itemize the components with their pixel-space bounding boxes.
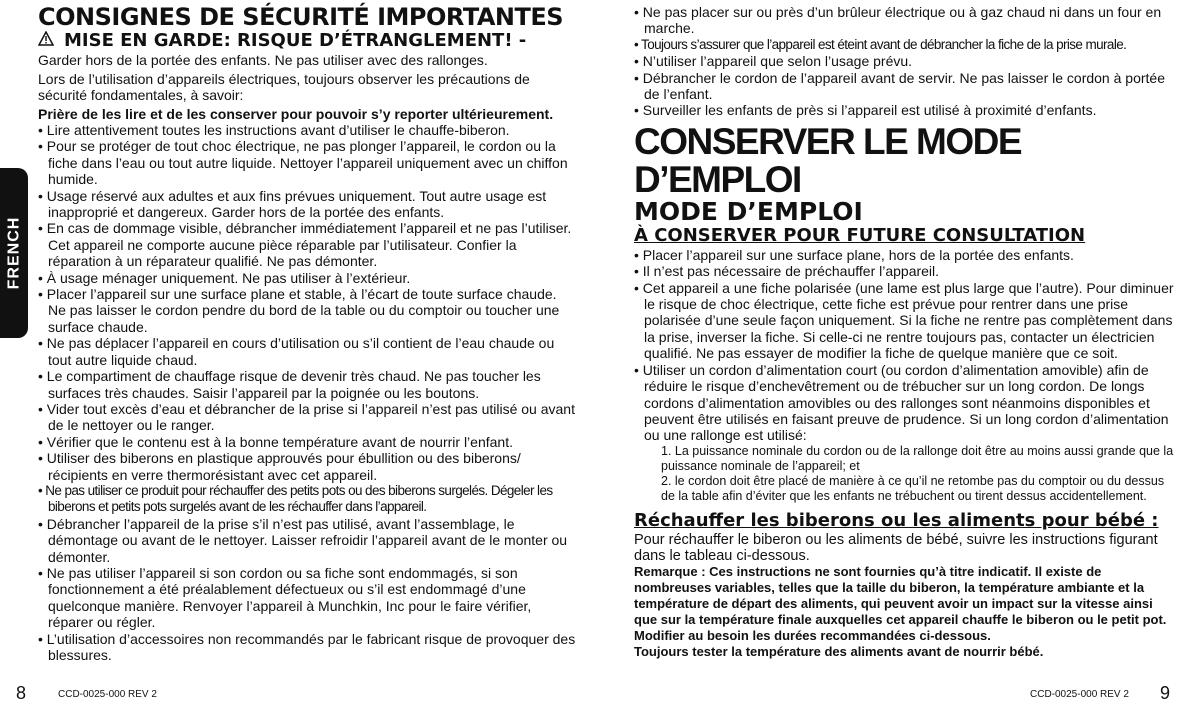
note-paragraph: Remarque : Ces instructions ne sont fournies qu’à titre indicatif. Il existe de nombreuses variables, telles que la taille du biberon, la température ambiante et la température de départ des aliments, qui peuvent avoir un impact sur la vitesse ainsi que sur la température finale auxquelles cet appareil chauffe le biberon ou le petit pot. Modifier au besoin les durées recommandées ci-dessous. [634,563,1167,643]
right-page [634,0,1174,660]
reheat-text: Pour réchauffer le biberon ou les aliments de bébé, suivre les instructions figurant dans le tableau ci-dessous. [634,531,1158,564]
list-item: • L’utilisation d’accessoires non recommandés par le fabricant risque de provoquer des blessures. [38,631,578,664]
list-item: • Ne pas déplacer l’appareil en cours d’utilisation ou s’il contient de l’eau chaude ou tout autre liquide chaud. [38,335,578,368]
intro-paragraph-2: Lors de l’utilisation d’appareils électriques, toujours observer les précautions de sécurité fondamentales, à savoir: [38,71,530,103]
page-number-left: 8 [16,683,27,703]
list-item: • En cas de dommage visible, débrancher immédiatement l’appareil et ne pas l’utiliser. Cet appareil ne comporte aucune pièce réparable par l’utilisateur. Confier la réparation à un réparateur qualifié. Ne pas démonter. [38,220,578,269]
safety-title: CONSIGNES DE SÉCURITÉ IMPORTANTES [38,3,564,31]
list-item: • N’utiliser l’appareil que selon l’usage prévu. [634,53,1174,69]
list-item: • Usage réservé aux adultes et aux fins prévues uniquement. Tout autre usage est inapproprié et dangereux. Garder hors de la portée des enfants. [38,188,578,221]
list-item: • Placer l’appareil sur une surface plane et stable, à l’écart de toute surface chaude. Ne pas laisser le cordon pendre du bord de la table ou du comptoir ou toucher une surface chaude. [38,286,578,335]
future-reference-heading: À CONSERVER POUR FUTURE CONSULTATION [634,224,1086,246]
list-item: • Vider tout excès d’eau et débrancher de la prise si l’appareil n’est pas utilisé ou avant de le nettoyer ou le ranger. [38,401,578,434]
list-item: • Surveiller les enfants de près si l’appareil est utilisé à proximité d’enfants. [634,102,1174,118]
list-item: • Débrancher le cordon de l’appareil avant de servir. Ne pas laisser le cordon à portée de l’enfant. [634,70,1174,103]
warning-heading [38,30,578,52]
sub-item: 1. La puissance nominale du cordon ou de la rallonge doit être au moins aussi grande que la puissance nominale de l’appareil; et [661,443,1174,473]
safety-list [38,122,578,663]
intro-paragraph-3: Prière de les lire et de les conserver pour pouvoir s’y reporter ultérieurement. [38,106,554,122]
safety-list-continued [634,4,1174,119]
instructions-heading: MODE D’EMPLOI [634,196,863,226]
list-item: • Pour se protéger de tout choc électrique, ne pas plonger l’appareil, le cordon ou la fiche dans l’eau ou tout autre liquide. Nettoyer l’appareil uniquement avec un chiffon humide. [38,138,578,187]
list-item: • Vérifier que le contenu est à la bonne température avant de nourrir l’enfant. [38,434,578,450]
final-note: Toujours tester la température des aliments avant de nourrir bébé. [634,643,1044,659]
language-label: FRENCH [5,216,23,290]
page-number-right: 9 [1160,683,1171,703]
intro-paragraph-1: Garder hors de la portée des enfants. Ne pas utiliser avec des rallonges. [38,52,488,68]
warning-triangle-icon [38,30,56,52]
list-item: • Cet appareil a une fiche polarisée (une lame est plus large que l’autre). Pour diminuer le risque de choc électrique, cette fiche est prévue pour rentrer dans une prise polarisée d’une seule façon uniquement. Si la fiche ne rentre pas complètement dans la prise, inverser la fiche. Si celle-ci ne rentre toujours pas, contacter un électricien qualifié. Ne pas essayer de modifier la fiche de quelque manière que ce soit. [634,280,1174,362]
list-item: • Utiliser un cordon d’alimentation court (ou cordon d’alimentation amovible) afin de réduire le risque d’enchevêtrement ou de trébucher sur un long cordon. De longs cordons d’alimentation amovibles ou des rallonges sont néanmoins disponibles et peuvent être utilisés en faisant preuve de prudence. Si un long cordon d’alimentation ou une rallonge est utilisé: [634,362,1174,444]
list-item: • Toujours s’assurer que l’appareil est éteint avant de débrancher la fiche de la prise murale. [634,37,1174,53]
list-item: • Placer l’appareil sur une surface plane, hors de la portée des enfants. [634,247,1174,263]
list-item: • Ne pas utiliser ce produit pour réchauffer des petits pots ou des biberons surgelés. Dégeler les biberons et petits pots surgelés avant de les réchauffer dans l’appareil. [38,483,578,516]
list-item: • Ne pas utiliser l’appareil si son cordon ou sa fiche sont endommagés, si son fonctionnement a été préalablement défectueux ou s’il est endommagé d’une quelconque manière. Renvoyer l’appareil à Munchkin, Inc pour le faire vérifier, réparer ou régler. [38,565,578,631]
warning-title: MISE EN GARDE: RISQUE D’ÉTRANGLEMENT! - [64,30,527,51]
instructions-list [634,247,1174,444]
doc-code-right: CCD-0025-000 REV 2 [1030,689,1129,700]
list-item: • Ne pas placer sur ou près d’un brûleur électrique ou à gaz chaud ni dans un four en marche. [634,4,1174,37]
language-side-tab [0,168,28,338]
list-item: • À usage ménager uniquement. Ne pas utiliser à l’extérieur. [38,270,578,286]
list-item: • Lire attentivement toutes les instructions avant d’utiliser le chauffe-biberon. [38,122,578,138]
doc-code-left: CCD-0025-000 REV 2 [58,689,157,700]
reheat-heading: Réchauffer les biberons ou les aliments pour bébé : [634,509,1159,531]
list-item: • Débrancher l’appareil de la prise s’il n’est pas utilisé, avant l’assemblage, le démontage ou avant de le nettoyer. Laisser refroidir l’appareil avant de le monter ou démonter. [38,516,578,565]
sub-item: 2. le cordon doit être placé de manière à ce qu’il ne retombe pas du comptoir ou du dessus de la table afin d’éviter que les enfants ne trébuchent ou tirent dessus accidentellement. [661,473,1165,503]
list-item: • Le compartiment de chauffage risque de devenir très chaud. Ne pas toucher les surfaces très chaudes. Saisir l’appareil par la poignée ou les boutons. [38,368,578,401]
keep-instructions-heading: CONSERVER LE MODE D’EMPLOI [634,120,1022,200]
list-item: • Il n’est pas nécessaire de préchauffer l’appareil. [634,263,1174,279]
list-item: • Utiliser des biberons en plastique approuvés pour ébullition ou des biberons/ récipients en verre thermorésistant avec cet appareil. [38,450,578,483]
extension-cord-conditions [634,444,1174,504]
left-page [38,0,578,663]
